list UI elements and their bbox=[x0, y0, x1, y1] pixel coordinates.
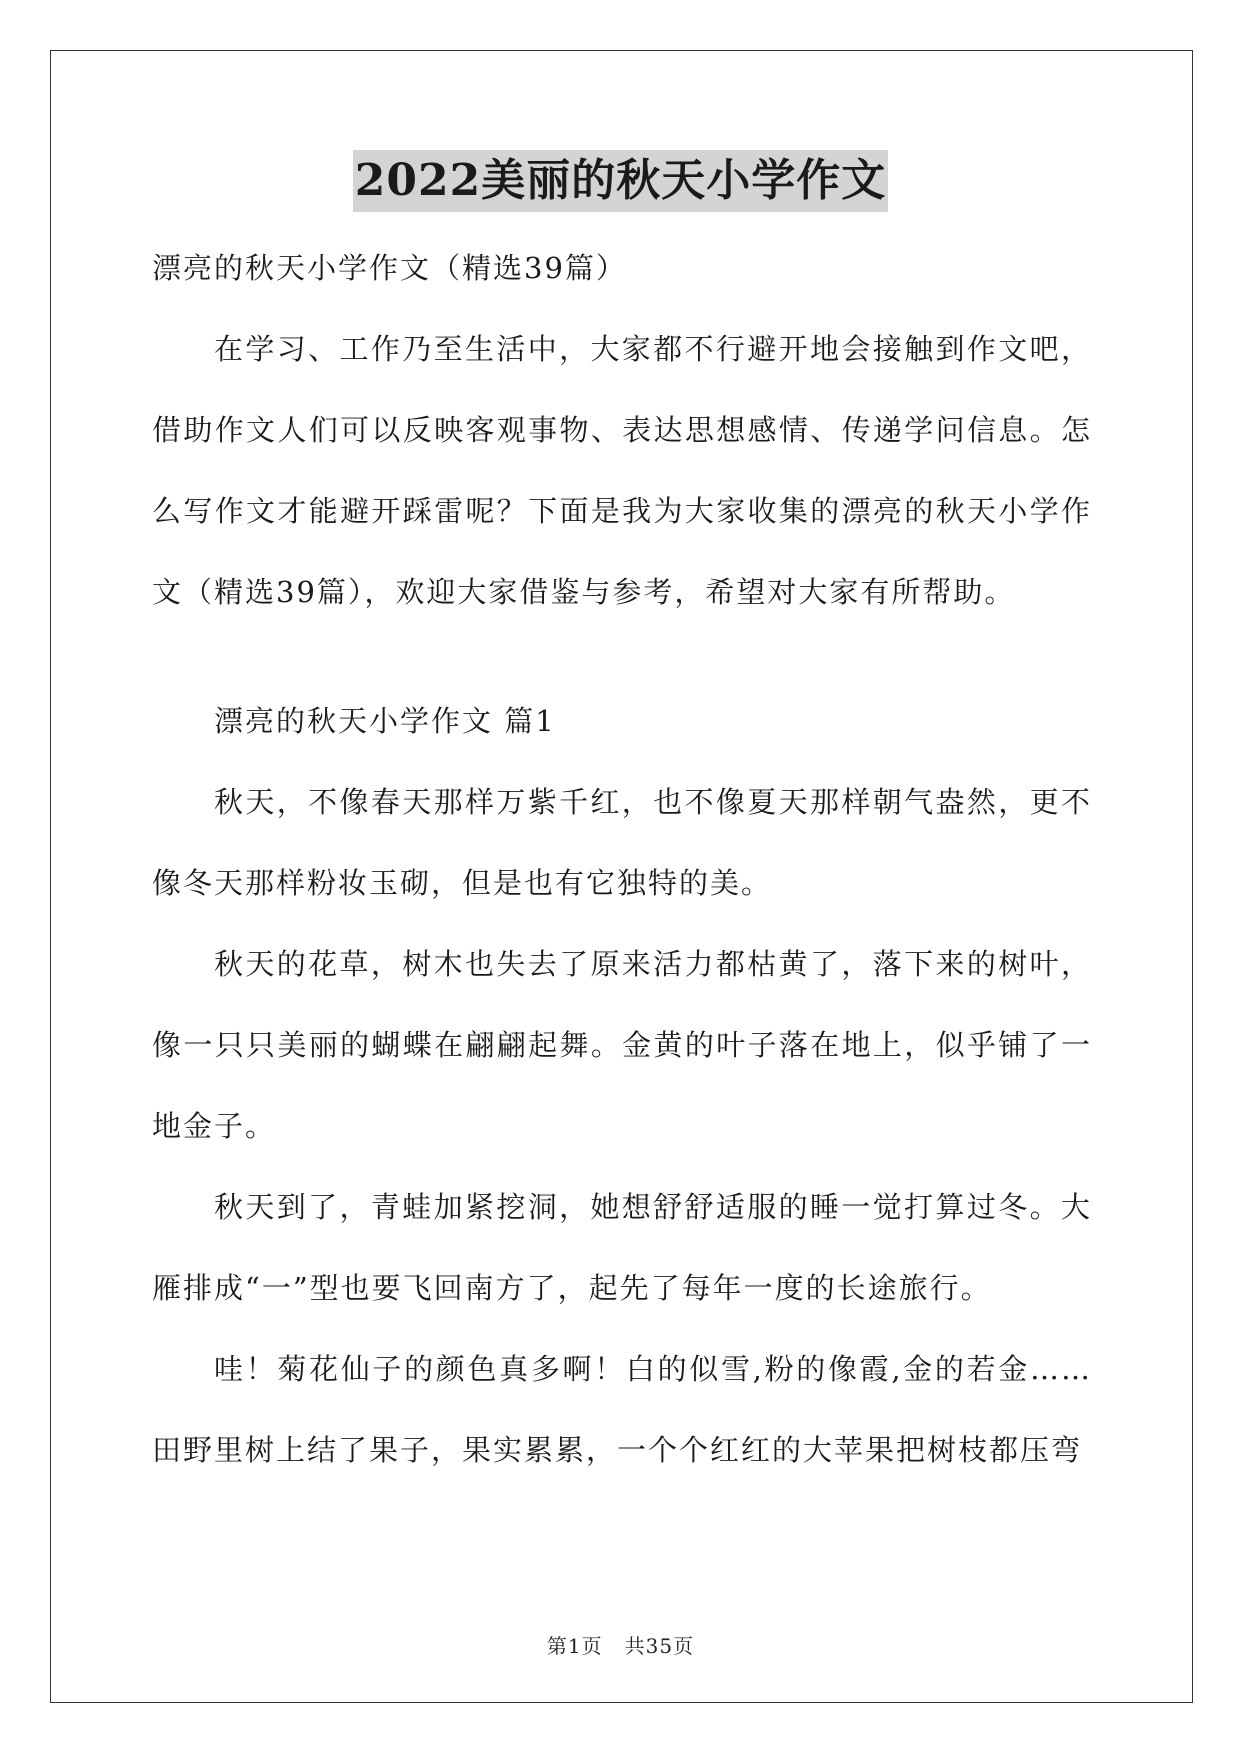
page-total: 共35页 bbox=[624, 1634, 695, 1658]
page-number: 第1页 bbox=[546, 1634, 603, 1658]
page-footer bbox=[0, 1630, 1241, 1659]
section-heading: 漂亮的秋天小学作文 篇1 bbox=[214, 704, 556, 738]
body-paragraph-2: 秋天的花草，树木也失去了原来活力都枯黄了，落下来的树叶，像一只只美丽的蝴蝶在翩翩起舞。金黄的叶子落在地上，似乎铺了一地金子。 bbox=[152, 947, 1092, 1143]
intro-paragraph: 在学习、工作乃至生活中，大家都不行避开地会接触到作文吧，借助作文人们可以反映客观事物、表达思想感情、传递学问信息。怎么写作文才能避开踩雷呢？下面是我为大家收集的漂亮的秋天小学作文（精选39篇），欢迎大家借鉴与参考，希望对大家有所帮助。 bbox=[152, 332, 1092, 609]
body-paragraph-3: 秋天到了，青蛙加紧挖洞，她想舒舒适服的睡一觉打算过冬。大雁排成“一”型也要飞回南方了，起先了每年一度的长途旅行。 bbox=[152, 1190, 1092, 1305]
body-paragraph-4: 哇！菊花仙子的颜色真多啊！白的似雪,粉的像霞,金的若金……田野里树上结了果子，果实累累，一个个红红的大苹果把树枝都压弯 bbox=[152, 1352, 1092, 1467]
document-title: 2022美丽的秋天小学作文 bbox=[353, 150, 888, 212]
document-subtitle: 漂亮的秋天小学作文（精选39篇） bbox=[152, 251, 627, 285]
body-paragraph-1: 秋天，不像春天那样万紫千红，也不像夏天那样朝气盎然，更不像冬天那样粉妆玉砌，但是也有它独特的美。 bbox=[152, 785, 1092, 900]
title-wrap bbox=[0, 150, 1241, 212]
section-gap bbox=[152, 633, 1092, 681]
document-body bbox=[152, 228, 1092, 1491]
